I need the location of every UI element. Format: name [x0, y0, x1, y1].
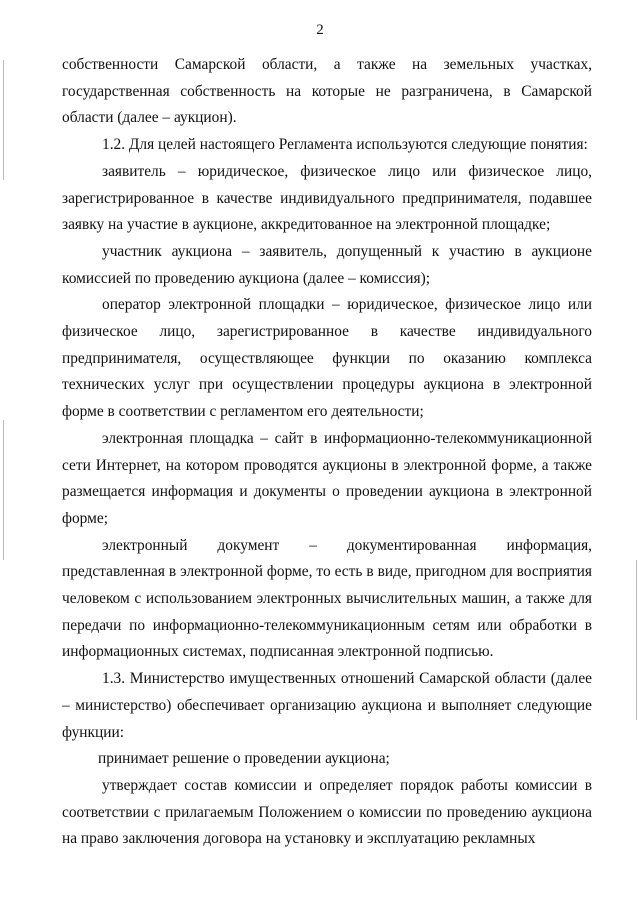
- paragraph-section-1-2: 1.2. Для целей настоящего Регламента используются следующие понятия:: [102, 136, 588, 154]
- paragraph-continuation: собственности Самарской области, а также на земельных участках, государственная собственность на которые не разграничена, в Самарской области (далее – аукцион).: [62, 56, 592, 127]
- document-body: [62, 52, 592, 853]
- paragraph-definition-platform: электронная площадка – сайт в информационно-телекоммуникационной сети Интернет, на котором проводятся аукционы в электронной форме, а также размещается информация и документы о проведении аукциона в электронной форме;: [62, 429, 592, 527]
- paragraph-definition-applicant: заявитель – юридическое, физическое лицо или физическое лицо, зарегистрированное в качестве индивидуального предпринимателя, подавшее заявку на участие в аукционе, аккредитованное на электронной площадке;: [62, 162, 592, 234]
- paragraph-function-decision: принимает решение о проведении аукциона;: [98, 750, 390, 768]
- paragraph-definition-e-document: электронный документ – документированная информация, представленная в электронной форме, то есть в виде, пригодном для восприятия человеком с использованием электронных вычислительных машин, а также для передачи по информационно-телекоммуникационным сетям или обработки в информационных системах, подписанная электронной подписью.: [62, 536, 592, 661]
- page-number: 2: [316, 22, 324, 38]
- scan-edge-mark: [3, 60, 4, 180]
- paragraph-definition-operator: оператор электронной площадки – юридическое, физическое лицо или физическое лицо, зарегистрированное в качестве индивидуального предпринимателя, осуществляющее функции по оказанию комплекса технических услуг при осуществлении процедуры аукциона в электронной форме в соответствии с регламентом его деятельности;: [62, 296, 592, 421]
- scan-edge-mark: [636, 560, 637, 720]
- paragraph-section-1-3: 1.3. Министерство имущественных отношений Самарской области (далее – министерство) обеспечивает организацию аукциона и выполняет следующие функции:: [62, 670, 592, 741]
- paragraph-definition-participant: участник аукциона – заявитель, допущенный к участию в аукционе комиссией по проведению аукциона (далее – комиссия);: [62, 242, 592, 287]
- scan-edge-mark: [3, 420, 4, 560]
- paragraph-function-commission: утверждает состав комиссии и определяет порядок работы комиссии в соответствии с прилагаемым Положением о комиссии по проведению аукциона на право заключения договора на установку и эксплуатацию рекламных: [62, 776, 592, 848]
